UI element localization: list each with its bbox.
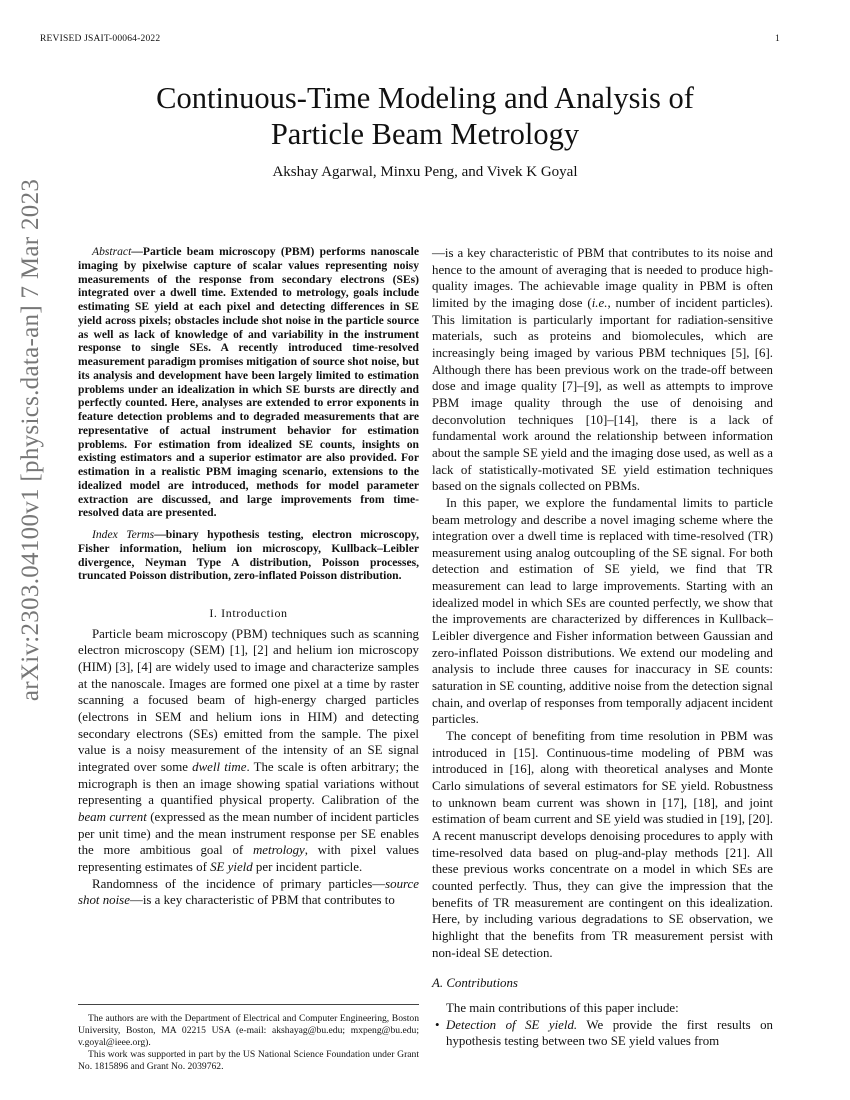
index-terms-text: —binary hypothesis testing, electron microscopy, Fisher information, helium ion microscopy, Kullback–Leibler divergence, Neyman Type A distribution, Poisson processes, truncated Poisson distribution, zero-inflated Poisson distribution. bbox=[78, 528, 419, 583]
contributions-intro: The main contributions of this paper include: bbox=[446, 1000, 679, 1015]
subsection-heading-contributions: A. Contributions bbox=[432, 976, 518, 991]
index-terms bbox=[78, 528, 419, 583]
title-line: Continuous-Time Modeling and Analysis of bbox=[156, 81, 694, 115]
footnote-funding: This work was supported in part by the US National Science Foundation under Grant No. 1815896 and Grant No. 2039762. bbox=[78, 1049, 419, 1072]
title-line: Particle Beam Metrology bbox=[270, 117, 580, 151]
intro-paragraph-4: The concept of benefiting from time resolution in PBM was introduced in [15]. Continuous-time modeling of PBM was introduced in [16], along with theoretical analyses and Monte Carlo simulations of several estimators for SE yield. Robustness to unknown beam current was shown in [17], [18], and joint estimation of beam current and SE yield was studied in [19], [20]. A recent manuscript develops denoising procedures to apply with time-resolved data based on plug-and-play methods [21]. All these previous works concentrate on a model in which SEs are counted perfectly. Thus, they can give the impression that the benefits of TR measurement are contingent on this idealization. Here, by including various degradations to SE observation, we highlight that the benefits from TR measurement persist with non-ideal SE detection. bbox=[432, 729, 773, 960]
intro-paragraph-3: In this paper, we explore the fundamental limits to particle beam metrology and describe a novel imaging scheme where the integration over a dwell time is replaced with time-resolved (TR) measurement using analog outcoupling of the SE signal. For both detection and estimation of SE yield, we find that TR measurement can lead to large improvements. Starting with an idealized model in which SEs are counted perfectly, we show that the improvements are characterized by differences in Kullback–Leibler divergence and Fisher information between Gaussian and zero-inflated Poisson distributions. We extend our modeling and analysis to include three causes for inaccuracy in SE counts: saturation in SE counting, additive noise from the detection signal chain, and overlap of responses from temporally adjacent incident particles. bbox=[432, 495, 773, 727]
authors: Akshay Agarwal, Minxu Peng, and Vivek K Goyal bbox=[272, 164, 578, 180]
page-number: 1 bbox=[775, 34, 780, 44]
footnote-affiliation: The authors are with the Department of Electrical and Computer Engineering, Boston University, Boston, MA 02215 USA (e-mail: akshayag@bu.edu; mxpeng@bu.edu; v.goyal@ieee.org). bbox=[78, 1013, 419, 1048]
intro-paragraph-2-start: Randomness of the incidence of primary particles—source shot noise—is a key characteristic of PBM that contributes to bbox=[78, 876, 419, 908]
intro-paragraph-2-cont: —is a key characteristic of PBM that contributes to its noise and hence to the amount of averaging that is needed to produce high-quality images. The achievable image quality in PBM is often limited by the imaging dose (i.e., number of incident particles). This limitation is particularly important for radiation-sensitive materials, such as proteins and biomolecules, which are increasingly being imaged by various PBM techniques [5], [6]. Although there has been previous work on the trade-off between dose and image quality [7]–[9], as well as attempts to improve PBM image quality through the use of denoising and deconvolution techniques [10]–[14], there is a lack of fundamental work around the relationship between information about the sample SE yield and the imaging dose used, as well as a lack of statistically-motivated SE yield estimation techniques based on the signals collected on PBMs. bbox=[432, 246, 773, 494]
abstract-text: —Particle beam microscopy (PBM) performs nanoscale imaging by pixelwise capture of scalar values representing noisy measurements of the response from secondary electrons (SEs) integrated over a dwell time. Extended to metrology, goals include estimating SE yield at each pixel and detecting differences in SE yield across pixels; obstacles include shot noise in the particle source as well as lack of knowledge of and variability in the instrument response to single SEs. A recently introduced time-resolved measurement paradigm promises mitigation of source shot noise, but its analysis and development have been largely limited to estimation problems under an idealization in which SE bursts are directly and perfectly counted. Here, analyses are extended to error exponents in feature detection problems and to degraded measurements that are representative of actual instrument behavior for estimation problems. For estimation from idealized SE counts, insights on existing estimators and a superior estimator are also provided. For estimation in a realistic PBM imaging scenario, extensions to the idealized model are introduced, methods for model parameter extraction are discussed, and large improvements from time-resolved data are presented. bbox=[78, 245, 419, 520]
section-heading-introduction: I. Introduction bbox=[209, 606, 288, 620]
intro-paragraph-1: Particle beam microscopy (PBM) techniques such as scanning electron microscopy (SEM) [1], [2] and helium ion microscopy (HIM) [3], [4] are widely used to image and characterize samples at the nanoscale. Images are formed one pixel at a time by raster scanning a focused beam of high-energy charged particles (electrons in SEM and helium ions in HIM) and detecting secondary electrons (SEs) emitted from the sample. The pixel value is a noisy measurement of the intensity of an SE signal integrated over some dwell time. The scale is often arbitrary; the micrograph is then an image showing spatial variations without representing a quantified physical property. Calibration of the beam current (expressed as the mean number of incident particles per unit time) and the mean instrument response per SE enables the more ambitious goal of metrology, with pixel values representing estimates of SE yield per incident particle. bbox=[78, 626, 420, 874]
right-column bbox=[432, 245, 773, 1050]
list-item: • Detection of SE yield. We provide the first results on hypothesis testing between two SE yield values from bbox=[446, 1017, 773, 1050]
index-terms-label: Index Terms bbox=[92, 528, 155, 541]
arxiv-stamp: arXiv:2303.04100v1 [physics.data-an] 7 Mar 2023 bbox=[17, 178, 44, 702]
abstract bbox=[78, 245, 419, 520]
running-header: REVISED JSAIT-00064-2022 bbox=[40, 34, 161, 44]
paper-title bbox=[0, 80, 850, 152]
footnotes bbox=[78, 1004, 419, 1073]
contributions-list bbox=[432, 1017, 773, 1050]
left-column bbox=[78, 245, 419, 909]
abstract-label: Abstract bbox=[92, 245, 132, 258]
